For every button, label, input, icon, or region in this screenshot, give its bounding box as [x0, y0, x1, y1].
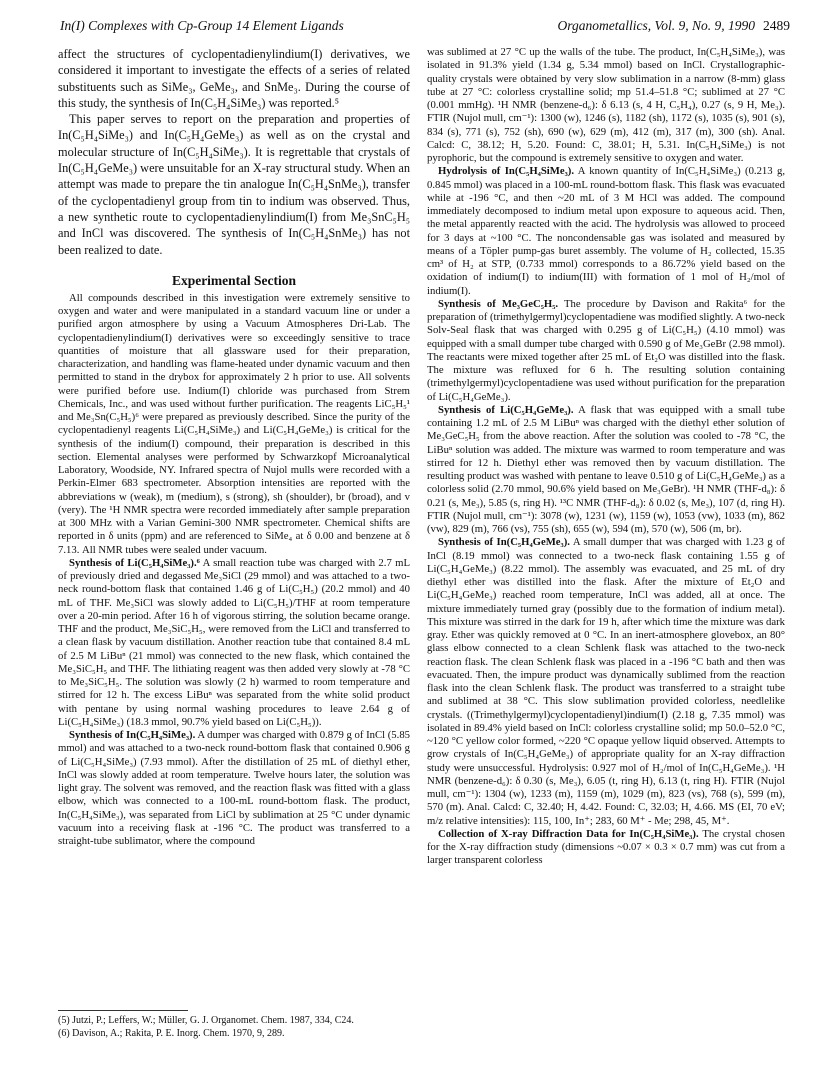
intro-paragraph-2: This paper serves to report on the preparation and properties of In(C₅H₄SiMe₃) and In(C₅H₄GeMe₃) as well as on the crystal and molecular structure of In(C₅H₄SiMe₃). It is regrettable that crystals of In(C₅H₄GeMe₃) were unsuitable for an X-ray structural study. When an attempt was made to prepare the tin analogue In(C₅H₄SnMe₃), transfer of the cyclopentadienyl group from tin to indium was observed. Thus, a new synthetic route to cyclopentadienylindium(I) from Me₃SnC₅H₅ and InCl was discovered. The synthesis of In(C₅H₄SnMe₃) has not been realized to date.: [58, 112, 410, 257]
footnotes: [58, 1010, 410, 1040]
header-journal: [558, 18, 791, 34]
subheading: Hydrolysis of In(C₅H₄SiMe₃).: [438, 165, 575, 178]
paragraph-body: The crystal chosen for the X-ray diffraction study (dimensions ~0.07 × 0.3 × 0.7 mm) was cut from a larger transparent colorless: [427, 827, 785, 867]
synthesis-li-geme3: [427, 404, 785, 537]
header-journal-citation: Organometallics, Vol. 9, No. 9, 1990: [557, 18, 755, 33]
experimental-paragraph: All compounds described in this investigation were extremely sensitive to oxygen and water and were manipulated in a standard vacuum line or under a purified argon atmosphere by using a Vacuum Atmospheres Dri-Lab. The cyclopentadienylindium(I) derivatives were so exceedingly sensitive to trace quantities of moisture that all glassware used for their preparation, characterization, and handling was flame-heated under dynamic vacuum and then permitted to stand in the drybox for approximately 2 h prior to use. All solvents were purified before use. Indium(I) chloride was purchased from Strem Chemicals, Inc., and was used without further purification. The reagents LiC₅H₅¹ and Me₃Sn(C₅H₅)⁶ were prepared as previously described. Since the purity of the cyclopentadienyl reagents Li(C₅H₄SiMe₃) and Li(C₅H₄GeMe₃) is critical for the synthesis of the indium(I) compound, their preparation is described in this section. Elemental analyses were performed by Schwarzkopf Microanalytical Laboratory, Woodside, NY. Infrared spectra of Nujol mulls were recorded with a Perkin-Elmer 683 spectrometer. Absorption intensities are reported with the abbreviations w (weak), m (medium), s (strong), sh (shoulder), br (broad), and v (very). The ¹H NMR spectra were recorded immediately after sample preparation at 300 MHz with a Varian Gemini-300 NMR spectrometer. Chemical shifts are reported in δ units (ppm) and are referenced to SiMe₄ at δ 0.00 and benzene at δ 7.13. All NMR tubes were sealed under vacuum.: [58, 291, 410, 556]
paragraph-body: A dumper was charged with 0.879 g of InCl (5.85 mmol) and was attached to a two-neck round-bottom flask that contained 0.906 g of Li(C₅H₄SiMe₃) (7.93 mmol). After the distillation of 25 mL of diethyl ether, InCl was slowly added at room temperature. Twelve hours later, the solution was light gray. The solvent was removed, and the reaction flask was fitted with a glass elbow, which was connected to a 100-mL round-bottom flask. The product, In(C₅H₄SiMe₃), was separated from LiCl by sublimation at 25 °C under dynamic vacuum into a receiving flask at -196 °C. The product was transferred to a straight-tube sublimator, where the compound: [58, 729, 411, 848]
hydrolysis-paragraph: [427, 165, 785, 298]
paragraph-body: The procedure by Davison and Rakita⁶ for the preparation of (trimethylgermyl)cyclopentadiene was modified slightly. A two-neck Solv-Seal flask that was charged with 0.295 g of Li(C₅H₅) (4.10 mmol) was equipped with a small dumper tube charged with 0.590 g of Me₃GeBr (2.98 mmol). The reactants were mixed together after 25 mL of Et₂O was distilled into the flask. The mixture was refluxed for 6 h. The resulting solution containing (trimethylgermyl)cyclopentadiene was used without purification for the preparation of Li(C₅H₄GeMe₃).: [427, 297, 785, 403]
right-column: [427, 46, 785, 868]
paragraph-body: A flask that was equipped with a small tube containing 1.2 mL of 2.5 M LiBuⁿ was charged with the diethyl ether solution of Me₃GeC₅H₅ from the above reaction. After the solution was cooled to -78 °C, the LiBuⁿ solution was added. The mixture was warmed to room temperature and was stirred for 12 h. Diethyl ether was removed then by vacuum distillation. The resulting product was washed with pentane to leave 0.510 g of Li(C₅H₄GeMe₃) as a colorless solid (2.70 mmol, 90.6% yield based on Me₃GeBr). ¹H NMR (THF-d₈): δ 0.21 (s, Me₃), 5.85 (s, ring H). ¹³C NMR (THF-d₈): δ 0.02 (s, Me₃), 107 (d, ring H). FTIR (Nujol mull, cm⁻¹): 3078 (w), 1231 (w), 1159 (w), 1053 (vw), 1033 (m), 862 (vw), 829 (m), 766 (vs), 755 (sh), 655 (w), 594 (m), 570 (w), 506 (m, br).: [427, 403, 786, 535]
page-number: 2489: [763, 18, 790, 33]
subheading: Synthesis of In(C₅H₄GeMe₃).: [438, 536, 570, 549]
synthesis-in-geme3: [427, 536, 785, 828]
synthesis-me3gec5h5: [427, 298, 785, 404]
left-column: [58, 46, 410, 848]
footnote-divider: [58, 1010, 188, 1011]
section-heading: Experimental Section: [171, 272, 297, 288]
synthesis-in-sime3: [58, 729, 410, 848]
subheading: Synthesis of Me₃GeC₅H₅.: [438, 297, 559, 310]
running-header: [60, 18, 790, 38]
paragraph-body: A known quantity of In(C₅H₄SiMe₃) (0.213 g, 0.845 mmol) was placed in a 100-mL round-bottom flask. This flask was evacuated while at -196 °C, and then ~20 mL of 3 M HCl was added. The compound immediately decomposed to indium metal upon exposure to aqueous acid. Then, the metal apparently reacted with the acid. The hydrolysis was allowed to proceed for 3 days at ~100 °C. The noncondensable gas was isolated and measured by means of a Töpler pump-gas buret assembly. The volume of H₂ collected, 15.35 cm³ of H₂ at STP, (0.733 mmol) corresponds to a 86.72% yield based on the oxidation of indium(I) to indium(III) with formation of 1 mol of H₂/mol of indium(I).: [427, 165, 786, 297]
subheading: Synthesis of Li(C₅H₄SiMe₃).⁶: [69, 556, 200, 569]
continued-paragraph: was sublimed at 27 °C up the walls of the tube. The product, In(C₅H₄SiMe₃), was isolated in 91.3% yield (1.34 g, 5.34 mmol) based on InCl. Crystallographic-quality crystals were obtained by very slow sublimation in a narrow (8-mm) glass tube at 27 °C: colorless crystalline solid; mp 51.4–51.8 °C; sublimed at 27 °C (0.001 mmHg). ¹H NMR (benzene-d₆): δ 6.13 (s, 4 H, C₅H₄), 0.27 (s, 9 H, Me₃). FTIR (Nujol mull, cm⁻¹): 1300 (w), 1246 (s), 1182 (sh), 1172 (s), 1035 (s), 901 (s), 834 (s), 771 (s), 752 (sh), 690 (w), 629 (m), 412 (m), 317 (m), 300 (sh). Anal. Calcd: C, 38.12; H, 5.20. Found: C, 38.01; H, 5.31. In(C₅H₄SiMe₃) is not pyrophoric, but the compound is extremely sensitive to oxygen and water.: [427, 46, 785, 164]
header-title: In(I) Complexes with Cp-Group 14 Element Ligands: [60, 18, 344, 33]
footnote-5: (5) Jutzi, P.; Leffers, W.; Müller, G. J. Organomet. Chem. 1987, 334, C24.: [58, 1015, 354, 1026]
synthesis-li-sime3: [58, 557, 410, 729]
paragraph-body: A small reaction tube was charged with 2.7 mL of previously dried and degassed Me₃SiCl (29 mmol) and was attached to a two-neck round-bottom flask that contained 1.46 g of Li(C₅H₅) (20.2 mmol) and 40 mL of THF. Me₃SiCl was slowly added to Li(C₅H₅)/THF at room temperature over a 20-min period. After 16 h of vigorous stirring, the solution became orange. THF and the product, Me₃SiC₅H₅, were removed from the LiCl and transferred to a clean flask by vacuum distillation. Another reaction tube that contained 8.4 mL of 2.5 M LiBuⁿ (21 mmol) was connected to the new flask, which contained the Me₃SiC₅H₅ and THF. The lithiating reagent was then added very slowly at -78 °C to Me₃SiC₅H₅. The solution was slowly (2 h) warmed to room temperature and stirred for 12 h. The excess LiBuⁿ was separated from the white solid product with pentane by using normal washing procedures to leave 2.64 g of Li(C₅H₄SiMe₃) (18.3 mmol, 90.7% yield based on Li(C₅H₅)).: [58, 556, 410, 728]
xray-collection-paragraph: [427, 828, 785, 868]
subheading: Synthesis of In(C₅H₄SiMe₃).: [69, 729, 196, 742]
intro-paragraph-1: affect the structures of cyclopentadienylindium(I) derivatives, we considered it important to investigate the effects of a series of related substituents such as SiMe₃, GeMe₃, and SnMe₃. During the course of this study, the synthesis of In(C₅H₄SiMe₃) was reported.⁵: [58, 47, 410, 110]
paragraph-body: A small dumper that was charged with 1.23 g of InCl (8.19 mmol) was connected to a two-neck flask containing 1.55 g of Li(C₅H₄GeMe₃) (8.22 mmol). The assembly was evacuated, and 25 mL of dry diethyl ether was distilled into the flask. After the mixture of Et₂O and Li(C₅H₄GeMe₃) reached room temperature, InCl was added, all at once. The mixture immediately turned gray (possibly due to the formation of indium metal). This mixture was stirred in the dark for 19 h, after which time the mixture was dark gray. Ether was quickly removed at 0 °C. In an inert-atmosphere glovebox, an 80° glass elbow connected to a clean Schlenk flask was attached to the two-neck reaction flask. The clean Schlenk flask was placed in a -196 °C bath and then was evacuated. Then, the impure product was dynamically sublimed from the reaction flask into the clean Schlenk flask. The product was transferred to a straight tube and sublimed at 38 °C. This slow sublimation provided colorless, needlelike crystals. ((Trimethylgermyl)cyclopentadienyl)indium(I) (2.18 g, 7.35 mmol) was isolated in 89.4% yield based on InCl: colorless crystalline solid; mp 50.0–52.0 °C, ~120 °C yellow color formed, ~220 °C opaque yellow liquid observed. Attempts to grow crystals of In(C₅H₄GeMe₃) of appropriate quality for an X-ray diffraction study were unsuccessful. Hydrolysis: 0.927 mol of H₂/mol of In(C₅H₄GeMe₃). ¹H NMR (benzene-d₆): δ 0.30 (s, Me₃), 6.05 (t, ring H), 6.13 (t, ring H). FTIR (Nujol mull, cm⁻¹): 1304 (w), 1233 (m), 1159 (m), 1029 (m), 823 (vs), 768 (s), 599 (m), 570 (m). Anal. Calcd: C, 32.40; H, 4.42. Found: C, 32.03; H, 4.66. MS (EI, 70 eV; m/z relative intensities): 115, 100, In⁺; 283, 60 M⁺ - Me; 298, 45, M⁺.: [427, 536, 785, 827]
subheading: Collection of X-ray Diffraction Data for In(C₅H₄SiMe₃).: [438, 827, 699, 840]
footnote-6: (6) Davison, A.; Rakita, P. E. Inorg. Chem. 1970, 9, 289.: [58, 1027, 285, 1039]
subheading: Synthesis of Li(C₅H₄GeMe₃).: [438, 403, 574, 416]
